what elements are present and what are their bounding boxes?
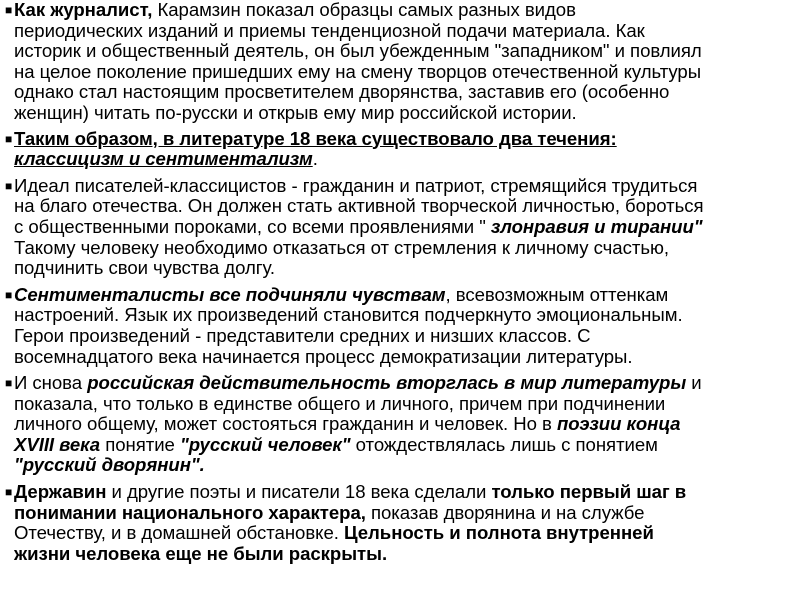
- text-line: [14, 285, 800, 306]
- text-run: .: [312, 148, 318, 170]
- paragraph-two-currents: [5, 127, 800, 170]
- text-line: историк и общественный деятель, он был убежденным "западником" и повлиял: [14, 40, 702, 62]
- bold-phrase: понимании национального характера,: [14, 501, 366, 523]
- bold-italic-phrase: "русский человек": [179, 433, 351, 455]
- bold-italic-phrase: поэзии конца: [557, 413, 681, 435]
- bold-italic-phrase: российская действительность вторглась в мир литературы: [87, 372, 687, 394]
- bullet-icon: ■: [5, 376, 13, 391]
- bullet-icon: ■: [5, 287, 13, 302]
- text-line: [14, 503, 800, 524]
- text-line: [14, 482, 800, 503]
- bold-italic-phrase: злонравия и тирании": [490, 215, 703, 237]
- bullet-icon: ■: [5, 485, 13, 500]
- paragraph-sentimentalism: [5, 283, 800, 367]
- bold-phrase: Цельность и полнота внутренней: [344, 522, 654, 544]
- bold-phrase: Как журналист,: [14, 0, 153, 20]
- text-line: на благо отечества. Он должен стать активной творческой личностью, бороться: [14, 195, 704, 217]
- bullet-icon: ■: [5, 131, 13, 146]
- paragraph-derzhavin: [5, 481, 800, 564]
- text-run: И снова: [14, 372, 88, 394]
- text-run: показав дворянина и на службе: [365, 501, 645, 523]
- text-line: однако стал настоящим просветителем дворянства, заставив его (особенно: [14, 81, 670, 103]
- bold-italic-phrase: классицизм и сентиментализм: [14, 148, 313, 170]
- text-line: [14, 217, 800, 238]
- paragraph-karamzin-journalist: [5, 0, 800, 124]
- text-line: [14, 523, 800, 544]
- text-run: Карамзин показал образцы самых разных видов: [152, 0, 576, 20]
- text-line: восемнадцатого века начинается процесс демократизации литературы.: [14, 345, 633, 367]
- text-line: Такому человеку необходимо отказаться от стремления к личному счастью,: [14, 236, 669, 258]
- text-line: [14, 0, 800, 21]
- text-line: [14, 435, 800, 456]
- bold-phrase: Державин: [14, 481, 107, 503]
- text-line: периодических изданий и приемы тенденциозной подачи материала. Как: [14, 19, 645, 41]
- text-run: отождествлялась лишь с понятием: [350, 433, 658, 455]
- text-line: [14, 373, 800, 394]
- text-line: настроений. Язык их произведений становится подчеркнуто эмоциональным.: [14, 304, 683, 326]
- text-line: Таким образом, в литературе 18 века существовало два течения:: [14, 127, 617, 149]
- text-line: подчинить свои чувства долгу.: [14, 257, 276, 279]
- text-line: [14, 414, 800, 435]
- text-line: женщин) читать по-русски и открыв ему мир российской истории.: [14, 101, 577, 123]
- text-run: понятие: [100, 433, 180, 455]
- bold-italic-phrase: XVIII века: [14, 433, 101, 455]
- text-run: личного общему, может состояться гражданин и человек. Но в: [14, 413, 557, 435]
- text-line: жизни человека еще не были раскрыты.: [14, 542, 388, 564]
- text-line: [14, 149, 800, 170]
- paragraph-russian-reality: [5, 372, 800, 476]
- bold-italic-phrase: Сентименталисты все подчиняли чувствам: [14, 283, 446, 305]
- text-line: показала, что только в единстве общего и личного, причем при подчинении: [14, 392, 666, 414]
- bold-phrase: только первый шаг в: [491, 481, 687, 503]
- paragraph-classicism-ideal: [5, 174, 800, 279]
- bullet-icon: ■: [5, 3, 13, 17]
- text-line: Идеал писателей-классицистов - гражданин и патриот, стремящийся трудиться: [14, 174, 698, 196]
- bullet-icon: ■: [5, 178, 13, 193]
- text-line: Герои произведений - представители средних и низших классов. С: [14, 324, 591, 346]
- text-line: на целое поколение пришедших ему на смену творцов отечественной культуры: [14, 60, 702, 82]
- text-run: и: [686, 372, 702, 394]
- text-run: , всевозможным оттенкам: [445, 283, 669, 305]
- text-line: "русский дворянин".: [14, 454, 205, 476]
- text-run: Отечеству, и в домашней обстановке.: [14, 522, 344, 544]
- text-run: с общественными пороками, со всеми проявлениями ": [14, 215, 491, 237]
- text-run: и другие поэты и писатели 18 века сделали: [106, 481, 492, 503]
